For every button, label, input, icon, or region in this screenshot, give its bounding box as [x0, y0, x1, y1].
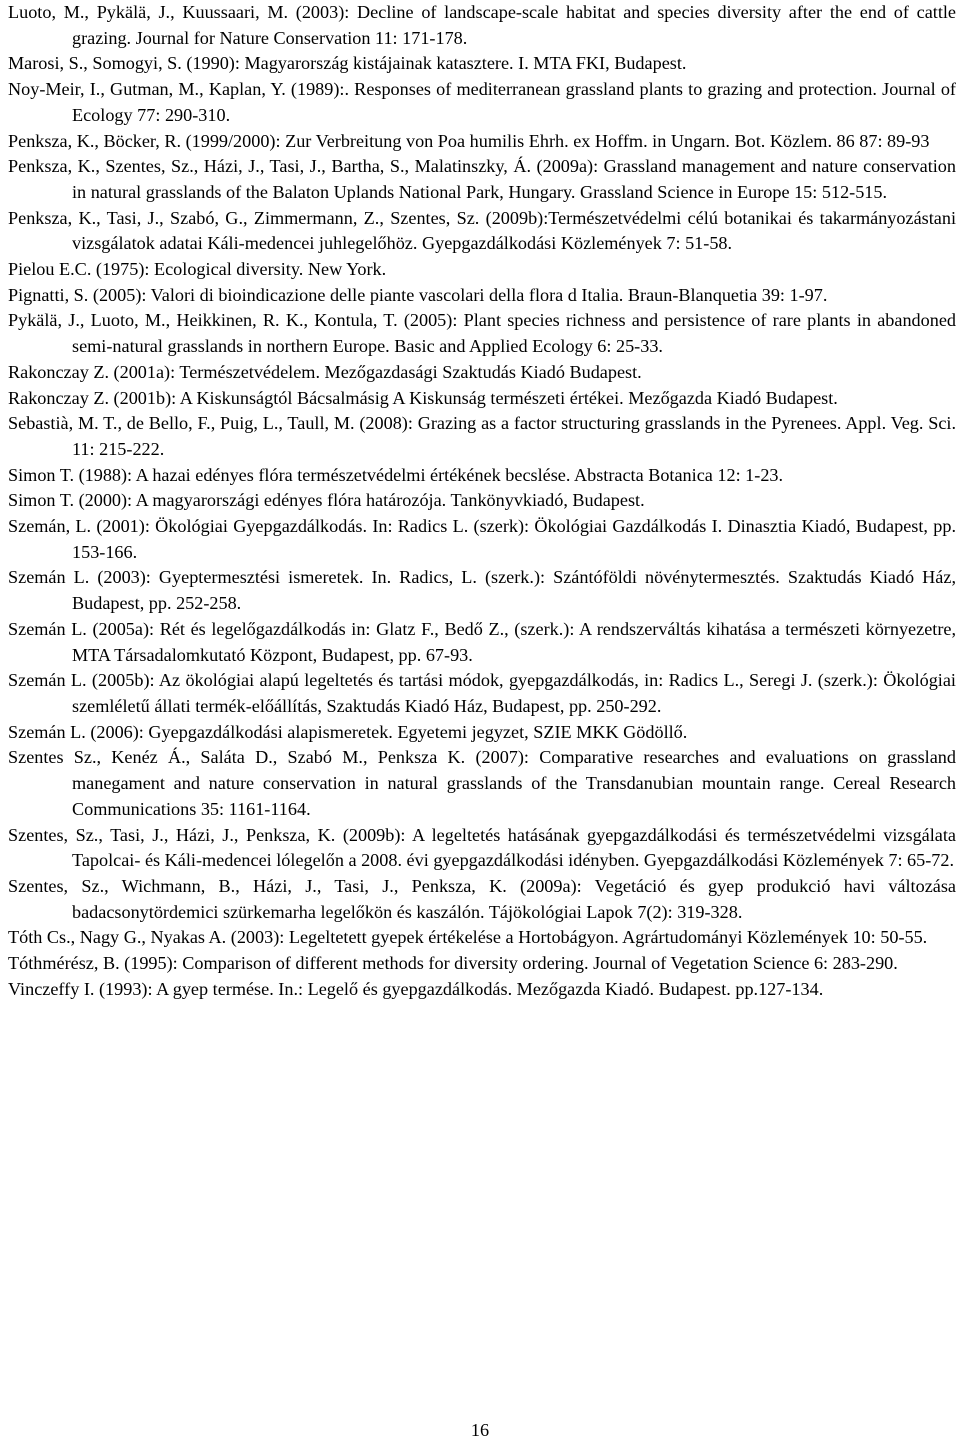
reference-entry: Szemán L. (2005a): Rét és legelőgazdálkodás in: Glatz F., Bedő Z., (szerk.): A rendszerváltás kihatása a természeti környezetre, MTA Társadalomkutató Központ, Budapest, pp. 67-93.: [8, 618, 956, 665]
reference-entry: Szentes Sz., Kenéz Á., Saláta D., Szabó M., Penksza K. (2007): Comparative researches and evaluations on grassland manegament and nature conservation in natural grasslands of the Transdanubian mountain range. Cereal Research Communications 35: 1161-1164.: [8, 747, 956, 819]
reference-entry: Luoto, M., Pykälä, J., Kuussaari, M. (2003): Decline of landscape-scale habitat and species diversity after the end of cattle grazing. Journal for Nature Conservation 11: 171-178.: [8, 2, 956, 48]
document-page: [8, 0, 956, 1002]
reference-entry: Pykälä, J., Luoto, M., Heikkinen, R. K., Kontula, T. (2005): Plant species richness and persistence of rare plants in abandoned semi-natural grasslands in northern Europe. Basic and Applied Ecology 6: 25-33.: [8, 310, 956, 357]
page-number: 16: [470, 1420, 490, 1440]
reference-entry: Tóth Cs., Nagy G., Nyakas A. (2003): Legeltetett gyepek értékelése a Hortobágyon. Agrártudományi Közlemények 10: 50-55.: [8, 927, 928, 948]
reference-entry: Szentes, Sz., Tasi, J., Házi, J., Penksza, K. (2009b): A legeltetés hatásának gyepgazdálkodási és természetvédelmi vizsgálata Tapolcai- és Káli-medencei lólegelőn a 2008. évi gyepgazdálkodási idényben. Gyepgazdálkodási Közlemények 7: 65-72.: [8, 824, 956, 871]
reference-entry: Szemán L. (2006): Gyepgazdálkodási alapismeretek. Egyetemi jegyzet, SZIE MKK Gödöllő.: [8, 721, 688, 742]
reference-entry: Szemán, L. (2001): Ökológiai Gyepgazdálkodás. In: Radics L. (szerk): Ökológiai Gazdálkodás I. Dinasztia Kiadó, Budapest, pp. 153-166.: [8, 516, 956, 562]
reference-entry: Penksza, K., Szentes, Sz., Házi, J., Tasi, J., Bartha, S., Malatinszky, Á. (2009a): Grassland management and nature conservation in natural grasslands of the Balaton Uplands National Park, Hungary. Grassland Science in Europe 15: 512-515.: [8, 156, 956, 202]
reference-entry: Rakonczay Z. (2001a): Természetvédelem. Mezőgazdasági Szaktudás Kiadó Budapest.: [8, 361, 642, 382]
reference-entry: Rakonczay Z. (2001b): A Kiskunságtól Bácsalmásig A Kiskunság természeti értékei. Mezőgazda Kiadó Budapest.: [8, 387, 838, 408]
reference-entry: Szemán L. (2003): Gyeptermesztési ismeretek. In. Radics, L. (szerk.): Szántóföldi növénytermesztés. Szaktudás Kiadó Ház, Budapest, pp. 252-258.: [8, 567, 956, 614]
reference-entry: Sebastià, M. T., de Bello, F., Puig, L., Taull, M. (2008): Grazing as a factor structuring grasslands in the Pyrenees. Appl. Veg. Sci. 11: 215-222.: [8, 413, 956, 459]
reference-entry: Simon T. (2000): A magyarországi edényes flóra határozója. Tankönyvkiadó, Budapest.: [8, 490, 645, 511]
reference-entry: Simon T. (1988): A hazai edényes flóra természetvédelmi értékének becslése. Abstracta Botanica 12: 1-23.: [8, 464, 784, 485]
reference-entry: Szemán L. (2005b): Az ökológiai alapú legeltetés és tartási módok, gyepgazdálkodás, in: Radics L., Seregi J. (szerk.): Ökológiai szemléletű állati termék-előállítás, Szaktudás Kiadó Ház, Budapest, pp. 250-292.: [8, 670, 956, 716]
reference-entry: Vinczeffy I. (1993): A gyep termése. In.: Legelő és gyepgazdálkodás. Mezőgazda Kiadó. Budapest. pp.127-134.: [8, 978, 824, 999]
reference-entry: Pielou E.C. (1975): Ecological diversity. New York.: [8, 259, 387, 280]
reference-entry: Szentes, Sz., Wichmann, B., Házi, J., Tasi, J., Penksza, K. (2009a): Vegetáció és gyep produkció havi változása badacsonytördemici szürkemarha legelőkön és kaszálón. Tájökológiai Lapok 7(2): 319-328.: [8, 875, 956, 922]
reference-entry: Marosi, S., Somogyi, S. (1990): Magyarország kistájainak katasztere. I. MTA FKI, Budapest.: [8, 53, 687, 74]
reference-entry: Penksza, K., Tasi, J., Szabó, G., Zimmermann, Z., Szentes, Sz. (2009b):Természetvédelmi célú botanikai és takarmányozástani vizsgálatok adatai Káli-medencei juhlegelőhöz. Gyepgazdálkodási Közlemények 7: 51-58.: [8, 207, 956, 254]
reference-entry: Noy-Meir, I., Gutman, M., Kaplan, Y. (1989):. Responses of mediterranean grassland plants to grazing and protection. Journal of Ecology 77: 290-310.: [8, 79, 956, 125]
reference-entry: Tóthmérész, B. (1995): Comparison of different methods for diversity ordering. Journal of Vegetation Science 6: 283-290.: [8, 953, 898, 974]
reference-list: [8, 0, 956, 1002]
reference-entry: Pignatti, S. (2005): Valori di bioindicazione delle piante vascolari della flora d Italia. Braun-Blanquetia 39: 1-97.: [8, 284, 828, 305]
reference-entry: Penksza, K., Böcker, R. (1999/2000): Zur Verbreitung von Poa humilis Ehrh. ex Hoffm. in Ungarn. Bot. Közlem. 86 87: 89-93: [8, 130, 930, 151]
